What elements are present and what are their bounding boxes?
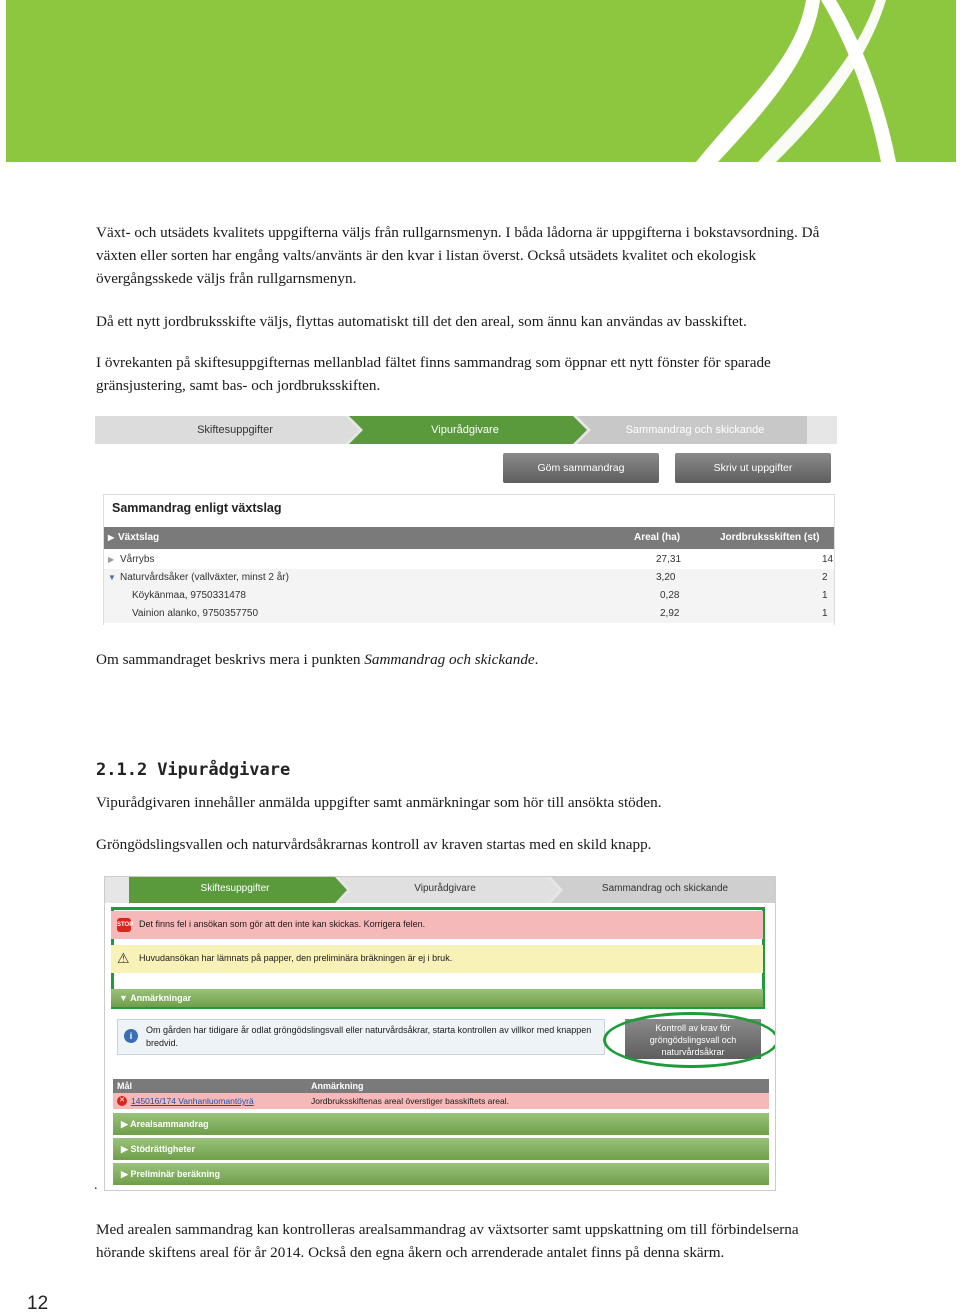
section-heading xyxy=(96,760,300,780)
body-paragraph: Växt- och utsädets kvalitets uppgifterna väljs från rullgarnsmenyn. I båda lådorna är uppgifterna i bokstavsordning. Då växten eller sorten har engång valts/använts är den kvar i listan överst. Också utsädets kvalitet och ekologisk övergångsskede väljs från rullgarnsmenyn. xyxy=(96,224,820,287)
tab-vipuradgivare[interactable]: Vipurådgivare xyxy=(414,883,476,894)
row-count: 2 xyxy=(822,572,828,583)
remark-text: Jordbruksskiftenas areal överstiger basskiftets areal. xyxy=(311,1096,509,1106)
row-area: 3,20 xyxy=(656,572,676,583)
expanded-icon: ▼ xyxy=(108,573,116,582)
tab-vipuradgivare[interactable]: Vipurådgivare xyxy=(431,424,499,436)
header-banner xyxy=(6,0,956,162)
row-name: Vårrybs xyxy=(120,554,155,565)
control-button[interactable]: Kontroll av krav för gröngödslingsvall och naturvårdsåkrar xyxy=(625,1019,761,1059)
remarks-label: Anmärkningar xyxy=(130,993,192,1003)
table-row[interactable] xyxy=(104,587,834,605)
col-area: Areal (ha) xyxy=(634,532,681,543)
leaf-logo-graphic xyxy=(6,0,956,162)
row-area: 2,92 xyxy=(660,608,680,619)
section-bar-areal[interactable] xyxy=(113,1113,769,1135)
col-fields: Jordbruksskiften (st) xyxy=(720,532,820,543)
body-paragraph: Vipurådgivaren innehåller anmälda uppgifter samt anmärkningar som hör till ansökta stöden. xyxy=(96,794,662,811)
page-number: 12 xyxy=(27,1293,49,1314)
remarks-bar[interactable] xyxy=(111,989,763,1007)
body-paragraph: Gröngödslingsvallen och naturvårdsåkrarnas kontroll av kraven startas med en skild knapp. xyxy=(96,836,652,853)
col-remark: Anmärkning xyxy=(311,1081,364,1091)
closing-paragraph: Med arealen sammandrag kan kontrolleras arealsammandrag av växtsorter samt uppskattning om till förbindelserna hörande skiftens areal för år 2014. Också den egna åkern och arrenderade antalet finns på denna skärm. xyxy=(96,1221,799,1261)
row-name: Köykänmaa, 9750331478 xyxy=(132,590,246,601)
table-header xyxy=(104,527,834,549)
error-message xyxy=(111,911,763,939)
info-text: Om gården har tidigare år odlat gröngödslingsvall eller naturvårdsåkrar, starta kontrollen av villkor med knappen bredvid. xyxy=(146,1025,592,1048)
reference-italic: Sammandrag och skickande xyxy=(364,651,535,668)
body-paragraph: Då ett nytt jordbruksskifte väljs, flyttas automatiskt till det den areal, som ännu kan användas av basskiftet. xyxy=(96,313,747,330)
table-row[interactable] xyxy=(104,605,834,623)
hide-summary-button[interactable]: Göm sammandrag xyxy=(503,453,659,483)
table-row[interactable] xyxy=(104,569,834,587)
info-message xyxy=(117,1019,605,1055)
tab-sammandrag[interactable]: Sammandrag och skickande xyxy=(625,424,765,436)
row-count: 1 xyxy=(822,608,828,619)
col-goal: Mål xyxy=(117,1081,133,1091)
row-name: Vainion alanko, 9750357750 xyxy=(132,608,259,619)
section-label: Preliminär beräkning xyxy=(130,1169,220,1179)
warning-message xyxy=(111,945,763,973)
body-paragraph: I övrekanten på skiftesuppgifternas mellanblad fältet finns sammandrag som öppnar ett nytt fönster för sparade gränsjustering, samt bas- och jordbruksskiften. xyxy=(96,354,771,394)
tab-skiftesuppgifter[interactable]: Skiftesuppgifter xyxy=(197,424,273,436)
tab-sammandrag[interactable]: Sammandrag och skickande xyxy=(601,883,729,894)
section-label: Stödrättigheter xyxy=(130,1144,195,1154)
section-bar-stodrattigheter[interactable] xyxy=(113,1138,769,1160)
expand-icon: ▶ xyxy=(121,1119,128,1129)
expand-icon: ▶ xyxy=(121,1169,128,1179)
heading-number: 2.1.2 xyxy=(96,760,148,780)
row-count: 14 xyxy=(822,554,834,565)
print-button[interactable]: Skriv ut uppgifter xyxy=(675,453,831,483)
tab-skiftesuppgifter[interactable]: Skiftesuppgifter xyxy=(200,883,270,894)
reference-text xyxy=(96,648,836,671)
field-link[interactable]: 145016/174 Vanhanluomantöyrä xyxy=(131,1096,254,1106)
collapse-icon: ▼ xyxy=(119,993,128,1003)
info-icon: i xyxy=(124,1029,138,1043)
advisor-screenshot xyxy=(104,876,776,1191)
expand-icon: ▶ xyxy=(108,533,115,542)
reference-suffix: . xyxy=(534,651,539,668)
expand-icon: ▶ xyxy=(121,1144,128,1154)
row-area: 0,28 xyxy=(660,590,680,601)
warning-icon: ⚠ xyxy=(117,950,130,966)
stop-icon: STOP xyxy=(117,918,131,932)
warning-text: Huvudansökan har lämnats på papper, den preliminära bräkningen är ej i bruk. xyxy=(139,953,453,963)
row-count: 1 xyxy=(822,590,828,601)
row-name: Naturvårdsåker (vallväxter, minst 2 år) xyxy=(120,572,289,583)
summary-table xyxy=(103,494,835,625)
section-label: Arealsammandrag xyxy=(130,1119,209,1129)
summary-screenshot xyxy=(95,416,837,626)
row-area: 27,31 xyxy=(656,554,682,565)
error-icon: ✕ xyxy=(117,1096,127,1106)
error-text: Det finns fel i ansökan som gör att den inte kan skickas. Korrigera felen. xyxy=(139,919,426,929)
reference-prefix: Om sammandraget beskrivs mera i punkten xyxy=(96,651,365,668)
table-row[interactable] xyxy=(104,551,834,569)
col-crop: Växtslag xyxy=(118,532,160,543)
table-row xyxy=(113,1093,769,1109)
section-bar-berakning[interactable] xyxy=(113,1163,769,1185)
heading-title: Vipurådgivare xyxy=(157,760,291,780)
remarks-table-header xyxy=(113,1079,769,1093)
stray-dot: . xyxy=(94,1178,98,1193)
summary-title: Sammandrag enligt växtslag xyxy=(112,501,282,515)
collapsed-icon: ▶ xyxy=(108,555,115,564)
highlight-ellipse xyxy=(603,1012,776,1068)
